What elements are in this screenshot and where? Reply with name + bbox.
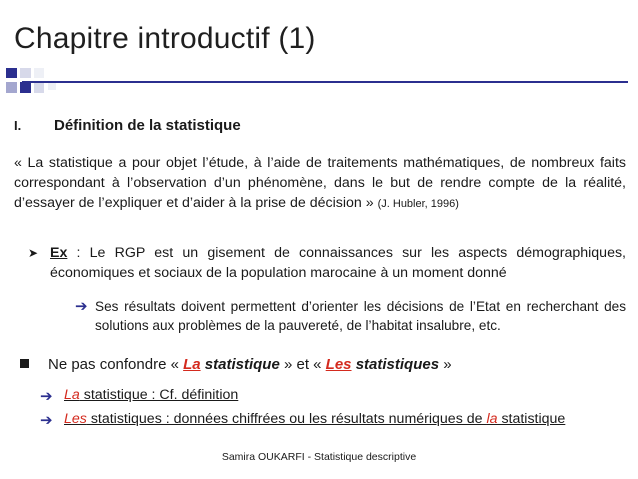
right-arrow-icon: ➔ (40, 412, 53, 429)
right-arrow-icon: ➔ (40, 388, 53, 405)
confuse-bullet (20, 356, 452, 373)
definition-text: « La statistique a pour objet l’étude, à l’aide de traitements mathématiques, de nombreux faits correspondant à l’observation d’un phénomène, dans le but de rendre compte de la réalité, d’essayer de l’expliquer et d’aider à la prise de décision » (14, 155, 626, 211)
example-text: : Le RGP est un gisement de connaissances sur les aspects démographiques, économiques et sociaux de la population marocaine à un moment donné (50, 245, 626, 281)
confuse-prefix: Ne pas confondre « (48, 356, 184, 373)
confuse-middle: » et « (279, 356, 326, 373)
example-bullet (28, 243, 626, 283)
line2-article-2: la (486, 411, 498, 427)
square-bullet-icon (20, 359, 29, 368)
line1-article: La (64, 387, 80, 403)
section-number: I. (14, 118, 22, 133)
confuse-word-1: statistique (200, 356, 280, 373)
slide-footer: Samira OUKARFI - Statistique descriptive (221, 451, 417, 463)
title-divider (22, 81, 628, 83)
section-heading (14, 117, 241, 134)
confuse-article-2: Les (325, 356, 352, 373)
section-title: Définition de la statistique (54, 117, 241, 134)
example-label: Ex (50, 245, 68, 261)
line2-text-a: statistiques : données chiffrées ou les résultats numériques de (86, 411, 487, 427)
definition-line-2 (40, 411, 565, 427)
definition-line-1 (40, 387, 238, 403)
confuse-article-1: La (183, 356, 201, 373)
line1-text: statistique : Cf. définition (79, 387, 239, 403)
decorative-squares (0, 66, 70, 100)
sub-point-text: Ses résultats doivent permettent d’orienter les décisions de l’Etat en recherchant des solutions aux problèmes de la pauvereté, de l’habitat insalubre, etc. (95, 299, 626, 333)
slide-title: Chapitre introductif (1) (14, 22, 316, 55)
definition-paragraph (14, 153, 626, 214)
confuse-suffix: » (439, 356, 452, 373)
line2-article: Les (64, 411, 87, 427)
right-arrow-icon: ➔ (75, 298, 88, 315)
arrow-head-icon: ➤ (28, 246, 39, 260)
line2-text-b: statistique (497, 411, 566, 427)
confuse-word-2: statistiques (351, 356, 440, 373)
sub-point (75, 297, 626, 335)
definition-citation: (J. Hubler, 1996) (377, 198, 459, 210)
